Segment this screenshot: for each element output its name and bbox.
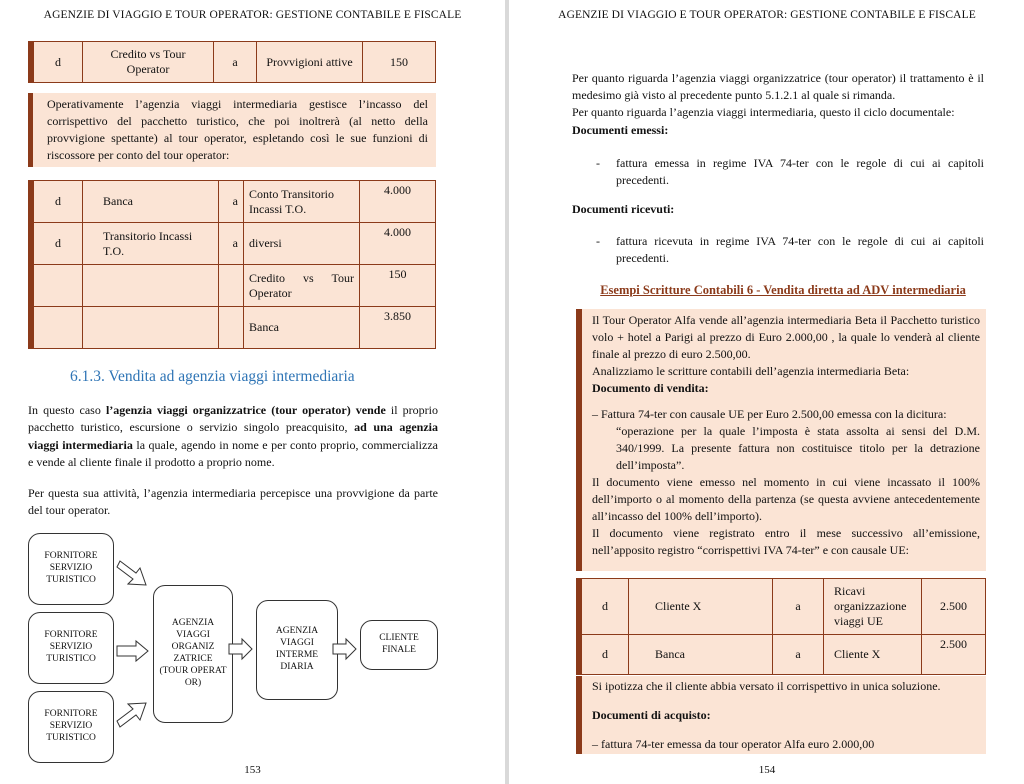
table-cell: diversi bbox=[244, 223, 360, 265]
table-row bbox=[579, 579, 986, 635]
text-run: In questo caso bbox=[28, 403, 106, 417]
text-run-bold: ad una agenzia viaggi intermediaria bbox=[28, 420, 439, 452]
table-cell: Banca bbox=[244, 307, 360, 349]
table-cell: 2.500 bbox=[922, 579, 986, 635]
table-row bbox=[31, 42, 436, 83]
page-154 bbox=[510, 0, 1024, 784]
table-cell: 150 bbox=[360, 265, 436, 307]
example-title: Esempi Scritture Contabili 6 - Vendita diretta ad ADV intermediaria bbox=[600, 283, 966, 297]
table-cell: Ricavi organizzazione viaggi UE bbox=[824, 579, 922, 635]
example-text: Si ipotizza che il cliente abbia versato il corrispettivo in unica soluzione. bbox=[592, 679, 941, 693]
table-cell bbox=[219, 265, 244, 307]
table-row bbox=[31, 265, 436, 307]
table-cell: 2.500 bbox=[922, 635, 986, 675]
body-paragraph bbox=[28, 402, 438, 472]
table-cell bbox=[219, 307, 244, 349]
table-cell: d bbox=[579, 579, 629, 635]
diagram-box-supplier-2: FORNITORE SERVIZIO TURISTICO bbox=[28, 612, 114, 684]
table-cell bbox=[83, 307, 219, 349]
table-cell: 4.000 bbox=[360, 223, 436, 265]
example-text: Il Tour Operator Alfa vende all’agenzia intermediaria Beta il Pacchetto turistico volo + hotel a Parigi al prezzo di Euro 2.000,00 , la quale lo venderà al cliente finale al prezzo di euro 2.500,00. bbox=[592, 313, 980, 362]
table-cell: Transitorio Incassi T.O. bbox=[83, 223, 219, 265]
table-cell: 150 bbox=[363, 42, 436, 83]
table-cell: a bbox=[219, 181, 244, 223]
table-row bbox=[31, 307, 436, 349]
ledger-table-1 bbox=[28, 41, 436, 83]
table-row bbox=[31, 223, 436, 265]
body-paragraph: Per quanto riguarda l’agenzia viaggi organizzatrice (tour operator) il trattamento è il medesimo già visto al precedente punto 5.1.2.1 al quale si rimanda. bbox=[572, 71, 984, 103]
example-text: Il documento viene registrato entro il mese successivo all’emissione, nell’apposito registro “corrispettivi IVA 74-ter” e con causale UE: bbox=[592, 526, 980, 558]
ledger-table-3 bbox=[576, 578, 986, 675]
text-run-bold: l’agenzia viaggi organizzatrice (tour operator) vende bbox=[105, 403, 386, 417]
diagram-box-supplier-3: FORNITORE SERVIZIO TURISTICO bbox=[28, 691, 114, 763]
example-text: Analizziamo le scritture contabili dell’agenzia intermediaria Beta: bbox=[592, 364, 910, 379]
example-text: – fattura 74-ter emessa da tour operator Alfa euro 2.000,00 bbox=[592, 737, 875, 752]
table-cell: Provvigioni attive bbox=[257, 42, 363, 83]
table-cell: d bbox=[31, 42, 83, 83]
table-cell bbox=[31, 265, 83, 307]
table-cell bbox=[83, 265, 219, 307]
table-cell: 4.000 bbox=[360, 181, 436, 223]
bullet-dash: - bbox=[596, 234, 600, 248]
table-cell: d bbox=[31, 181, 83, 223]
shaded-paragraph: Operativamente l’agenzia viaggi intermediaria gestisce l’incasso del corrispettivo del pacchetto turistico, che poi inoltrerà (al netto della provvigione spettante) al tour operator, espletando così le sue funzioni di riscossore per conto del tour operator: bbox=[28, 93, 436, 167]
table-cell: a bbox=[214, 42, 257, 83]
page-number: 153 bbox=[244, 764, 261, 776]
example-box bbox=[576, 676, 986, 754]
list-item: fattura ricevuta in regime IVA 74-ter con le regole di cui ai capitoli precedenti. bbox=[616, 234, 984, 266]
subheading: Documenti ricevuti: bbox=[572, 202, 675, 216]
page-number: 154 bbox=[758, 764, 776, 776]
arrow-icon bbox=[116, 558, 150, 588]
table-cell: a bbox=[773, 579, 824, 635]
table-cell: Banca bbox=[629, 635, 773, 675]
table-cell: a bbox=[773, 635, 824, 675]
table-cell: Conto Transitorio Incassi T.O. bbox=[244, 181, 360, 223]
diagram-box-supplier-1: FORNITORE SERVIZIO TURISTICO bbox=[28, 533, 114, 605]
running-header: AGENZIE DI VIAGGIO E TOUR OPERATOR: GESTIONE CONTABILE E FISCALE bbox=[558, 9, 976, 21]
example-box bbox=[576, 309, 986, 571]
body-paragraph: Per quanto riguarda l’agenzia viaggi intermediaria, questo il ciclo documentale: bbox=[572, 105, 955, 119]
table-cell: 3.850 bbox=[360, 307, 436, 349]
table-cell: Cliente X bbox=[629, 579, 773, 635]
body-paragraph: Per questa sua attività, l’agenzia intermediaria percepisce una provvigione da parte del tour operator. bbox=[28, 486, 438, 518]
diagram-box-client: CLIENTE FINALE bbox=[360, 620, 438, 670]
table-cell: d bbox=[579, 635, 629, 675]
table-cell: Credito vs Tour Operator bbox=[244, 265, 360, 307]
arrow-icon bbox=[332, 638, 358, 660]
section-title: 6.1.3. Vendita ad agenzia viaggi intermediaria bbox=[70, 368, 355, 385]
arrow-icon bbox=[116, 700, 150, 730]
table-cell: Banca bbox=[83, 181, 219, 223]
ledger-table-2 bbox=[28, 180, 436, 349]
text-run: il proprio pacchetto turistico, escursione o servizio singolo preacquisito, bbox=[28, 403, 439, 435]
subheading: Documenti di acquisto: bbox=[592, 708, 711, 723]
page-153 bbox=[0, 0, 505, 784]
running-header: AGENZIE DI VIAGGIO E TOUR OPERATOR: GESTIONE CONTABILE E FISCALE bbox=[43, 9, 462, 21]
subheading: Documenti emessi: bbox=[572, 123, 669, 137]
table-cell: Cliente X bbox=[824, 635, 922, 675]
diagram-box-organizer: AGENZIA VIAGGI ORGANIZ ZATRICE (TOUR OPERAT OR) bbox=[153, 585, 233, 723]
example-text: “operazione per la quale l’imposta è stata assolta ai sensi del D.M. 340/1999. La presente fattura non costituisce titolo per la detrazione dell’imposta”. bbox=[616, 424, 980, 473]
page-divider bbox=[505, 0, 509, 784]
table-row bbox=[31, 181, 436, 223]
arrow-icon bbox=[116, 640, 150, 662]
table-cell: a bbox=[219, 223, 244, 265]
example-text: – Fattura 74-ter con causale UE per Euro 2.500,00 emessa con la dicitura: bbox=[592, 407, 947, 422]
bullet-dash: - bbox=[596, 156, 600, 170]
text-run: la quale, agendo in nome e per conto proprio, commercializza e vende al cliente finale il prodotto a proprio nome. bbox=[28, 437, 438, 470]
example-text: Il documento viene emesso nel momento in cui viene incassato il 100% dell’importo o al momento della partenza (se questa avviene antecedentemente all’incasso del 100% dell’importo). bbox=[592, 475, 980, 524]
subheading: Documento di vendita: bbox=[592, 381, 709, 396]
table-cell: d bbox=[31, 223, 83, 265]
arrow-icon bbox=[228, 638, 254, 660]
diagram-box-intermediary: AGENZIA VIAGGI INTERME DIARIA bbox=[256, 600, 338, 700]
table-row bbox=[579, 635, 986, 675]
table-cell bbox=[31, 307, 83, 349]
list-item: fattura emessa in regime IVA 74-ter con le regole di cui ai capitoli precedenti. bbox=[616, 156, 984, 188]
table-cell: Credito vs Tour Operator bbox=[83, 42, 214, 83]
